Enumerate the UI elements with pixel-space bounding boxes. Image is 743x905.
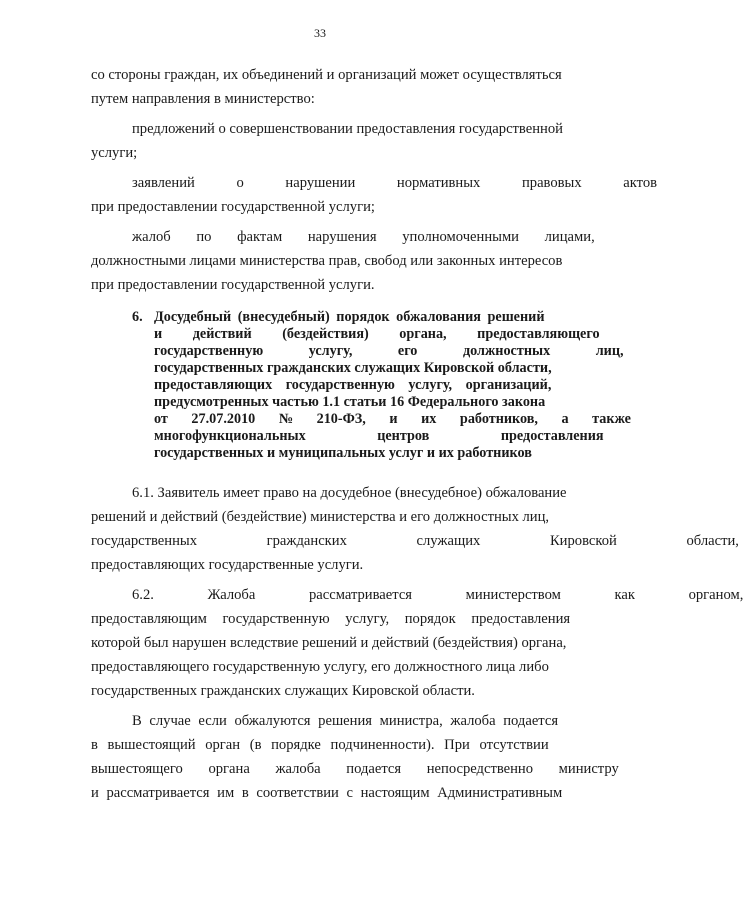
text-line: вышестоящего органа жалоба подается непосредственно министру <box>91 761 619 777</box>
section-title-line: предусмотренных частью 1.1 статьи 16 Федерального закона <box>154 394 546 410</box>
section-title-line: государственных и муниципальных услуг и их работников <box>154 445 532 461</box>
text-line: предоставляющим государственную услугу, порядок предоставления <box>91 611 571 627</box>
text-line: должностными лицами министерства прав, свобод или законных интересов <box>91 253 563 269</box>
section-title-line: предоставляющих государственную услугу, организаций, <box>154 377 552 393</box>
text-line: решений и действий (бездействие) министерства и его должностных лиц, <box>91 509 550 525</box>
text-line: путем направления в министерство: <box>91 91 315 107</box>
section-title-line: и действий (бездействия) органа, предоставляющего <box>154 326 600 342</box>
section-title-line: государственных гражданских служащих Кировской области, <box>154 360 552 376</box>
section-number: 6. <box>132 309 143 325</box>
text-line: государственных гражданских служащих Кировской области, <box>91 533 739 549</box>
text-line: услуги; <box>91 145 138 161</box>
text-line: предоставляющего государственную услугу, его должностного лица либо <box>91 659 549 675</box>
text-line: государственных гражданских служащих Кировской области. <box>91 683 475 699</box>
text-line: 6.2. Жалоба рассматривается министерством как органом, <box>132 587 743 603</box>
text-line: предоставляющих государственные услуги. <box>91 557 364 573</box>
text-line: заявлений о нарушении нормативных правовых актов <box>132 175 658 191</box>
text-line: В случае если обжалуются решения министра, жалоба подается <box>132 713 559 729</box>
page-number: 33 <box>314 26 326 40</box>
section-title-line: государственную услугу, его должностных лиц, <box>154 343 624 359</box>
text-line: при предоставлении государственной услуги. <box>91 277 375 293</box>
text-line: со стороны граждан, их объединений и организаций может осуществляться <box>91 67 562 83</box>
text-line: предложений о совершенствовании предоставления государственной <box>132 121 563 137</box>
text-line: и рассматривается им в соответствии с настоящим Административным <box>91 785 563 801</box>
section-title-line: многофункциональных центров предоставления <box>154 428 604 444</box>
text-line: в вышестоящий орган (в порядке подчиненности). При отсутствии <box>91 737 549 753</box>
section-title-line: Досудебный (внесудебный) порядок обжалования решений <box>154 309 545 325</box>
section-title-line: от 27.07.2010 № 210-ФЗ, и их работников, а также <box>154 411 631 427</box>
text-line: 6.1. Заявитель имеет право на досудебное (внесудебное) обжалование <box>132 485 567 501</box>
text-line: которой был нарушен вследствие решений и действий (бездействия) органа, <box>91 635 567 651</box>
text-line: жалоб по фактам нарушения уполномоченными лицами, <box>132 229 595 245</box>
text-line: при предоставлении государственной услуги; <box>91 199 375 215</box>
